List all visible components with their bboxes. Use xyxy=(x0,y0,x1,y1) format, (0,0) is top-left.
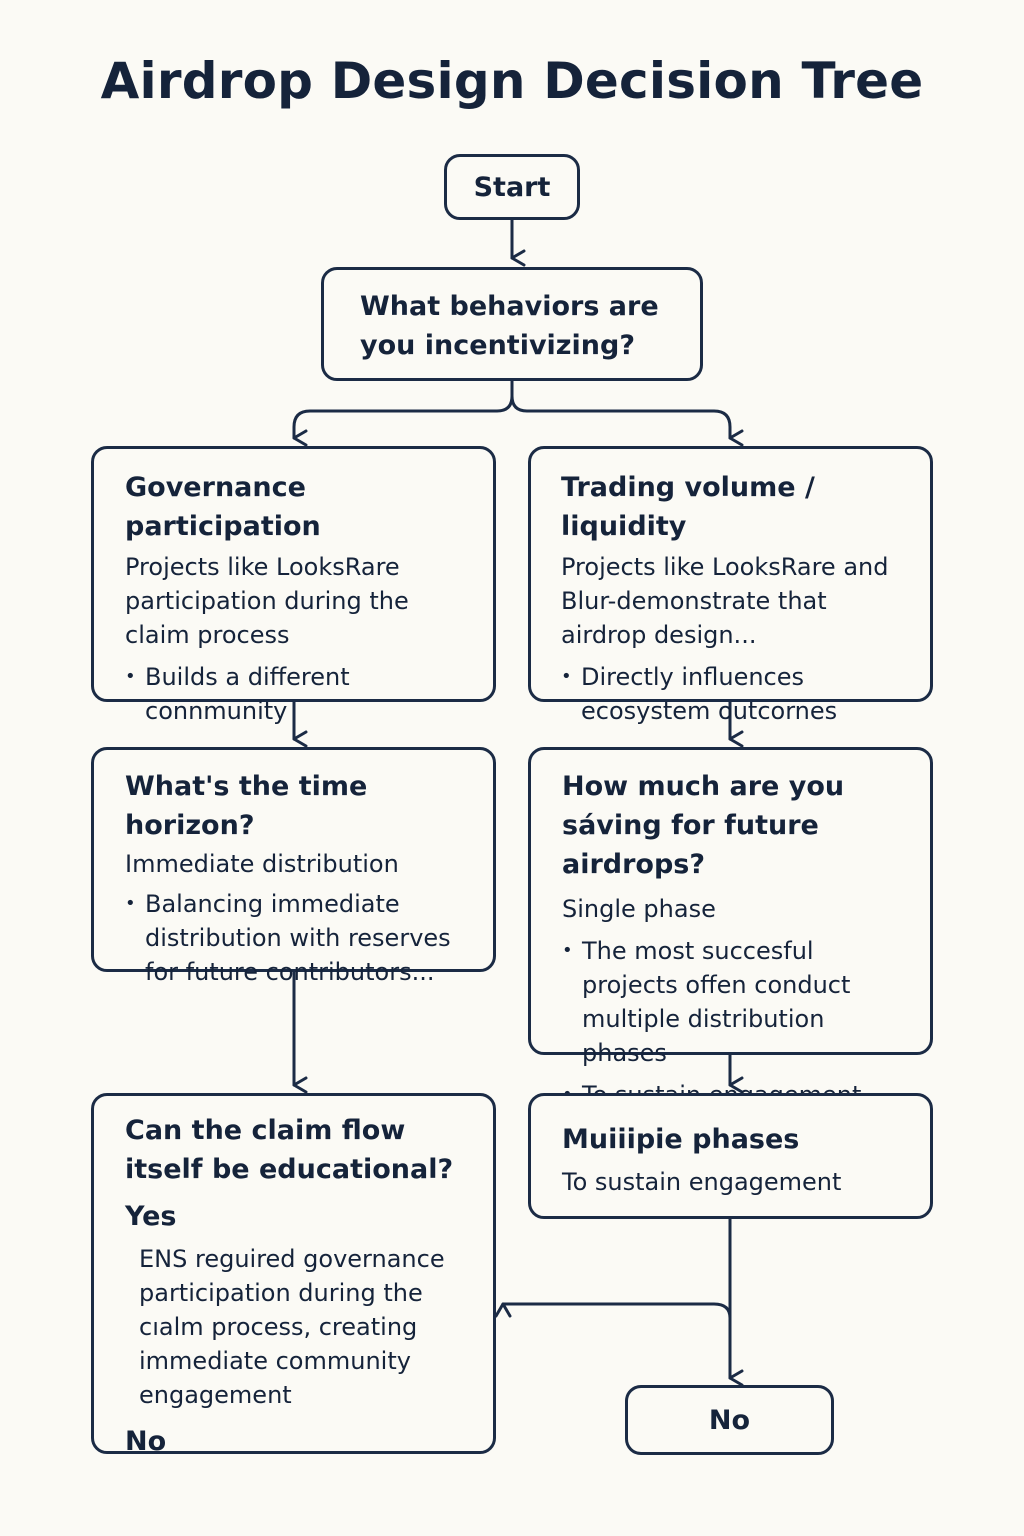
trading-bullet: • Directly influences ecosystem outcornes xyxy=(561,660,916,728)
time-horizon-bullets xyxy=(125,887,481,989)
start-node xyxy=(444,154,580,220)
time-horizon-body: Immediate distribution xyxy=(125,850,399,878)
governance-body: Projects like LooksRare participation during the claim process xyxy=(125,553,409,649)
question-behaviors-node xyxy=(321,267,703,381)
trading-heading: Trading volume / liquidity xyxy=(561,472,815,542)
saving-bullet-1: • The most succesful projects offen conduct multiple distribution phases xyxy=(562,934,916,1070)
saving-bullets xyxy=(562,934,916,1112)
educational-yes-label: Yes xyxy=(125,1201,177,1232)
start-label: Start xyxy=(473,171,551,203)
time-horizon-heading: What's the time horizon? xyxy=(125,771,368,841)
arrow-question-to-trading xyxy=(512,396,730,438)
multiple-phases-heading: Muiiipie phases xyxy=(562,1124,800,1155)
trading-body: Projects like LooksRare and Blur-demonstrate that airdrop design... xyxy=(561,553,889,649)
saving-node xyxy=(528,747,933,1067)
educational-no-label: No xyxy=(125,1426,167,1457)
arrow-question-to-governance xyxy=(294,381,512,438)
question-behaviors-heading: What behaviors are you incentivizing? xyxy=(360,291,659,361)
trading-node xyxy=(528,446,933,725)
saving-heading: How much are you sáving for future airdrops? xyxy=(562,771,845,880)
arrow-to-educational-box xyxy=(503,1304,730,1320)
time-horizon-node xyxy=(91,747,496,986)
governance-node xyxy=(91,446,496,725)
governance-heading: Governance participation xyxy=(125,472,321,542)
governance-bullets xyxy=(125,660,477,728)
educational-node xyxy=(91,1093,496,1457)
multiple-phases-node xyxy=(528,1093,933,1219)
no-terminal-node xyxy=(625,1385,834,1455)
saving-body: Single phase xyxy=(562,895,716,923)
trading-bullets xyxy=(561,660,916,728)
time-horizon-bullet: • Balancing immediate distribution with reserves for future contributors... xyxy=(125,887,481,989)
diagram-title: Airdrop Design Decision Tree xyxy=(100,52,924,110)
multiple-phases-body: To sustain engagement xyxy=(562,1168,842,1196)
educational-yes-text: ENS reguired governance participation during the cıalm process, creating immediate community engagement xyxy=(139,1245,445,1409)
educational-heading: Can the claim flow itself be educational? xyxy=(125,1115,454,1185)
no-terminal-label: No xyxy=(708,1404,751,1436)
governance-bullet: • Builds a different connmunity xyxy=(125,660,477,728)
